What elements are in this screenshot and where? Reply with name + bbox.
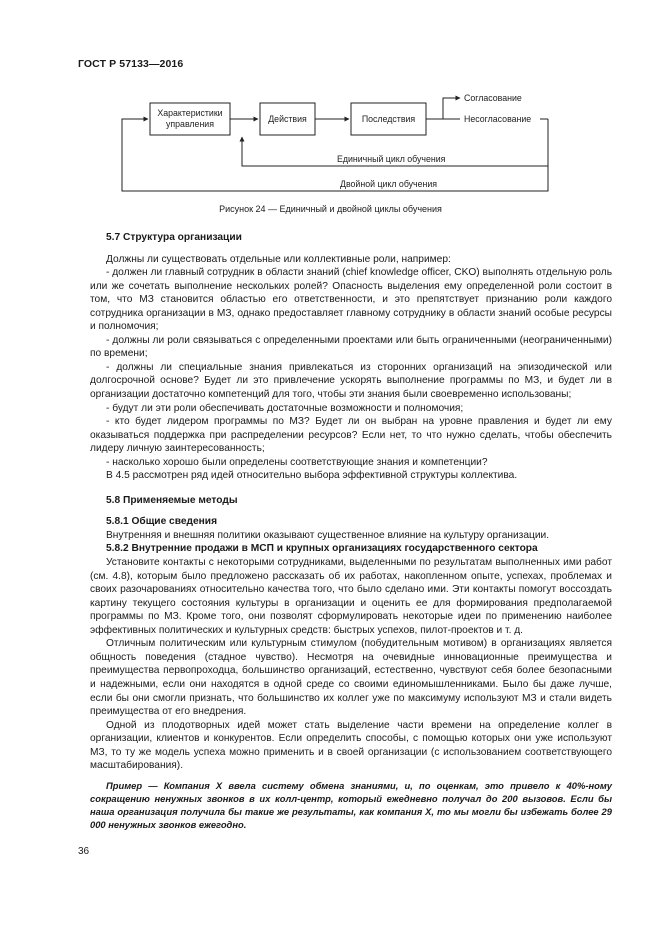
box-characteristics-label-1: Характеристики	[157, 108, 223, 118]
para-contacts: Установите контакты с некоторыми сотрудниками, выделенными по результатам выполненных ими работ (см. 4.8), которым было предложено рассказать об их работах, накопленном опыте, успехах, проблемах и своих разочарованиях относительно качества того, что было сделано ими. Эти контакты помогут воссоздать картину текущего состояния культуры в организации и оценить ее для формирования предполагаемой программы по МЗ. Кроме того, они позволят сформулировать некоторые идеи по применению наиболее эффективных политических и культурных средств: быстрых успехов, пилот-проектов и т. д.	[90, 557, 612, 636]
box-consequences-label: Последствия	[361, 114, 416, 124]
figure-caption: Рисунок 24 — Единичный и двойной циклы обучения	[219, 204, 442, 214]
box-characteristics-label-2: управления	[166, 119, 214, 129]
learning-loops-diagram	[0, 0, 661, 210]
list-item: - кто будет лидером программы по МЗ? Будет ли он выбран на уровне правления и будет ли ему оказываться поддержка при распределении ресурсов? Если нет, то что нужно сделать, чтобы обеспечить лидеру личную заинтересованность;	[90, 416, 612, 455]
list-item: - должен ли главный сотрудник в области знаний (chief knowledge officer, CKO) выполнять отдельную роль или же сочетать выполнение нескольких ролей? Опасность выделения ему определенной роли состоит в том, что МЗ становится областью его ответственности, и это препятствует признанию роли каждого сотрудника организации в МЗ, однако предоставляет главному сотруднику в области знаний особые ресурсы и полномочия;	[90, 267, 612, 333]
outcome-agreement: Согласование	[464, 93, 522, 103]
para-benchmark: Одной из плодотворных идей может стать выделение части времени на определение коллег в организации, клиентов и конкурентов. Если определить способы, с помощью которых они уже используют МЗ, то ту же модель успеха можно применить и в своей организации (с использованием соответствующего масштабирования).	[90, 719, 612, 772]
document-code: ГОСТ Р 57133—2016	[78, 58, 184, 70]
outcome-disagreement: Несогласование	[464, 114, 532, 124]
box-actions-label: Действия	[268, 114, 307, 124]
para-intro: Должны ли существовать отдельные или коллективные роли, например:	[106, 253, 451, 265]
heading-5-7: 5.7 Структура организации	[106, 232, 242, 243]
example-note: Пример — Компания X ввела систему обмена знаниями, и, по оценкам, это привело к 40%-ному сокращению ненужных звонков в их колл-центр, который ежедневно получал до 200 вызовов. Если бы наша организация получила бы такие же результаты, как компания X, то мы могли бы избежать более 29 000 ненужных звонков ежегодно.	[90, 779, 612, 830]
para-herd: Отличным политическим или культурным стимулом (побудительным мотивом) в организациях является общность поведения (стадное чувство). Несмотря на очевидные инновационные преимущества и преимущества первопроходца, большинство организаций, естественно, чувствуют себя более безопасными и надежными, если они находятся в одной среде со своими единомышленниками. Было бы даже лучше, если бы они смогли признать, что большинство их коллег уже по максимуму используют МЗ и стали видеть преимущества от его внедрения.	[90, 638, 612, 718]
heading-5-8-1: 5.8.1 Общие сведения	[106, 516, 218, 528]
heading-5-8-2: 5.8.2 Внутренние продажи в МСП и крупных организациях государственного сектора	[106, 543, 538, 555]
heading-5-8: 5.8 Применяемые методы	[106, 494, 238, 506]
para-reference: В 4.5 рассмотрен ряд идей относительно выбора эффективной структуры коллектива.	[106, 470, 518, 482]
list-item: - будут ли эти роли обеспечивать достаточные возможности и полномочия;	[106, 402, 464, 414]
double-loop-label: Двойной цикл обучения	[340, 179, 438, 189]
document-body	[90, 231, 612, 831]
para-5-8-1: Внутренняя и внешняя политики оказывают существенное влияние на культуру организации.	[106, 529, 550, 541]
page-number: 36	[78, 846, 90, 857]
list-item: - насколько хорошо были определены соответствующие знания и компетенции?	[106, 456, 488, 468]
list-item: - должны ли роли связываться с определенными проектами или быть ограниченными (неограниченными) по времени;	[90, 334, 612, 360]
single-loop-label: Единичный цикл обучения	[337, 154, 446, 164]
list-item: - должны ли специальные знания привлекаться из сторонних организаций на эпизодической или долгосрочной основе? Будет ли это привлечение ускорять выполнение программы по МЗ, и будет ли в организации достаточно компетенций для того, чтобы эти знания были своевременно использованы;	[90, 361, 612, 401]
